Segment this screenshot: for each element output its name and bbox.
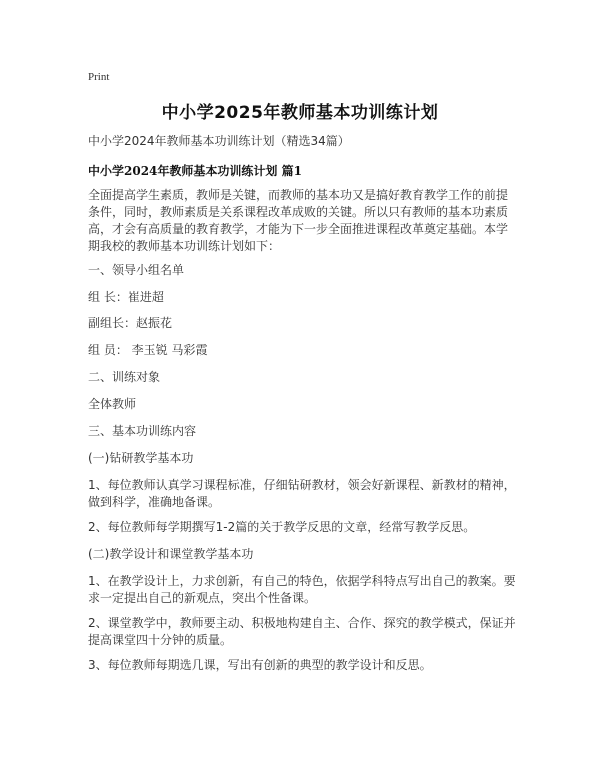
paragraph-item-1-2: 2、每位教师每学期撰写1-2篇的关于教学反思的文章，经常写教学反思。: [88, 520, 476, 534]
paragraph-subheading-2: (二)教学设计和课堂教学基本功: [88, 547, 254, 561]
paragraph-target: 全体教师: [88, 397, 137, 411]
document-subtitle: 中小学2024年教师基本功训练计划（精选34篇）: [88, 134, 350, 148]
section-heading: 中小学2024年教师基本功训练计划 篇1: [88, 164, 302, 178]
paragraph-item-2-1: 1、在教学设计上，力求创新，有自己的特色，依据学科特点写出自己的教案。要求一定提出自己的新观点，突出个性备课。: [88, 574, 516, 605]
page-title: 中小学2025年教师基本功训练计划: [161, 103, 439, 123]
print-label[interactable]: Print: [88, 71, 110, 83]
paragraph-deputy-leader: 副组长：赵振花: [88, 316, 173, 330]
paragraph-item-2-3: 3、每位教师每期选几课，写出有创新的典型的教学设计和反思。: [88, 658, 432, 672]
paragraph-item-1-1: 1、每位教师认真学习课程标准，仔细钻研教材，领会好新课程、新教材的精神，做到科学，准确地备课。: [88, 478, 516, 509]
paragraph-item-2-2: 2、课堂教学中，教师要主动、积极地构建自主、合作、探究的教学模式，保证并提高课堂四十分钟的质量。: [88, 616, 516, 647]
paragraph-content-heading: 三、基本功训练内容: [88, 424, 197, 438]
paragraph-leadership-heading: 一、领导小组名单: [88, 263, 185, 277]
intro-paragraph: 全面提高学生素质，教师是关键，而教师的基本功又是搞好教育教学工作的前提条件，同时，教师素质是关系课程改革成败的关键。所以只有教师的基本功素质高，才会有高质量的教育教学，才能为下一步全面推进课程改革奠定基础。本学期我校的教师基本功训练计划如下：: [88, 188, 509, 253]
paragraph-team-members: 组 员： 李玉锐 马彩霞: [88, 343, 208, 357]
paragraph-team-leader: 组 长：崔进超: [88, 290, 164, 304]
paragraph-subheading-1: (一)钻研教学基本功: [88, 451, 194, 465]
paragraph-target-heading: 二、训练对象: [88, 370, 161, 384]
